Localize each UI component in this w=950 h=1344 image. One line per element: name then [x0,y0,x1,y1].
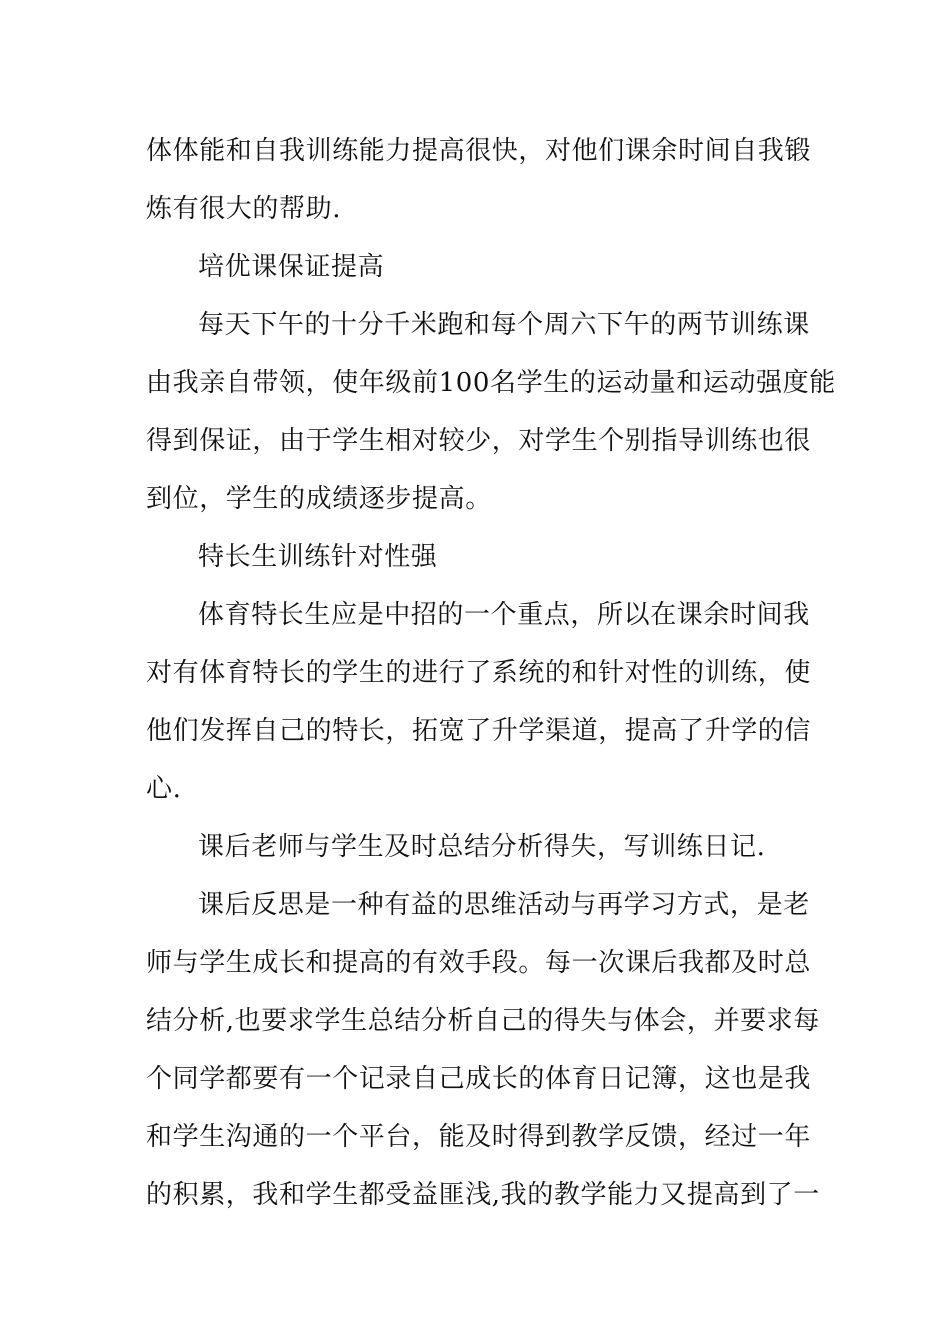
text-line: 个同学都要有一个记录自己成长的体育日记簿，这也是我 [146,1064,812,1094]
text-line: 体育特长生应是中招的一个重点，所以在课余时间我 [198,600,810,630]
text-line: 得到保证，由于学生相对较少，对学生个别指导训练也很 [146,426,812,456]
text-line: 由我亲自带领，使年级前100名学生的运动量和运动强度能 [146,368,836,398]
text-line: 炼有很大的帮助. [146,194,342,224]
text-line: 课后老师与学生及时总结分析得失，写训练日记. [198,832,766,862]
text-line: 体体能和自我训练能力提高很快，对他们课余时间自我锻 [146,136,812,166]
text-line: 每天下午的十分千米跑和每个周六下午的两节训练课 [198,310,810,340]
text-line: 的积累，我和学生都受益匪浅,我的教学能力又提高到了一 [146,1180,820,1210]
text-line: 师与学生成长和提高的有效手段。每一次课后我都及时总 [146,948,812,978]
text-line: 课后反思是一种有益的思维活动与再学习方式，是老 [198,890,810,920]
section-heading: 特长生训练针对性强 [198,542,438,572]
text-line: 他们发挥自己的特长，拓宽了升学渠道，提高了升学的信 [146,716,812,746]
text-line: 到位，学生的成绩逐步提高。 [146,484,492,514]
text-line: 结分析,也要求学生总结分析自己的得失与体会，并要求每 [146,1006,820,1036]
text-line: 和学生沟通的一个平台，能及时得到教学反馈，经过一年 [146,1122,812,1152]
text-line: 对有体育特长的学生的进行了系统的和针对性的训练，使 [146,658,812,688]
text-line: 心. [146,774,182,804]
section-heading: 培优课保证提高 [198,252,385,282]
